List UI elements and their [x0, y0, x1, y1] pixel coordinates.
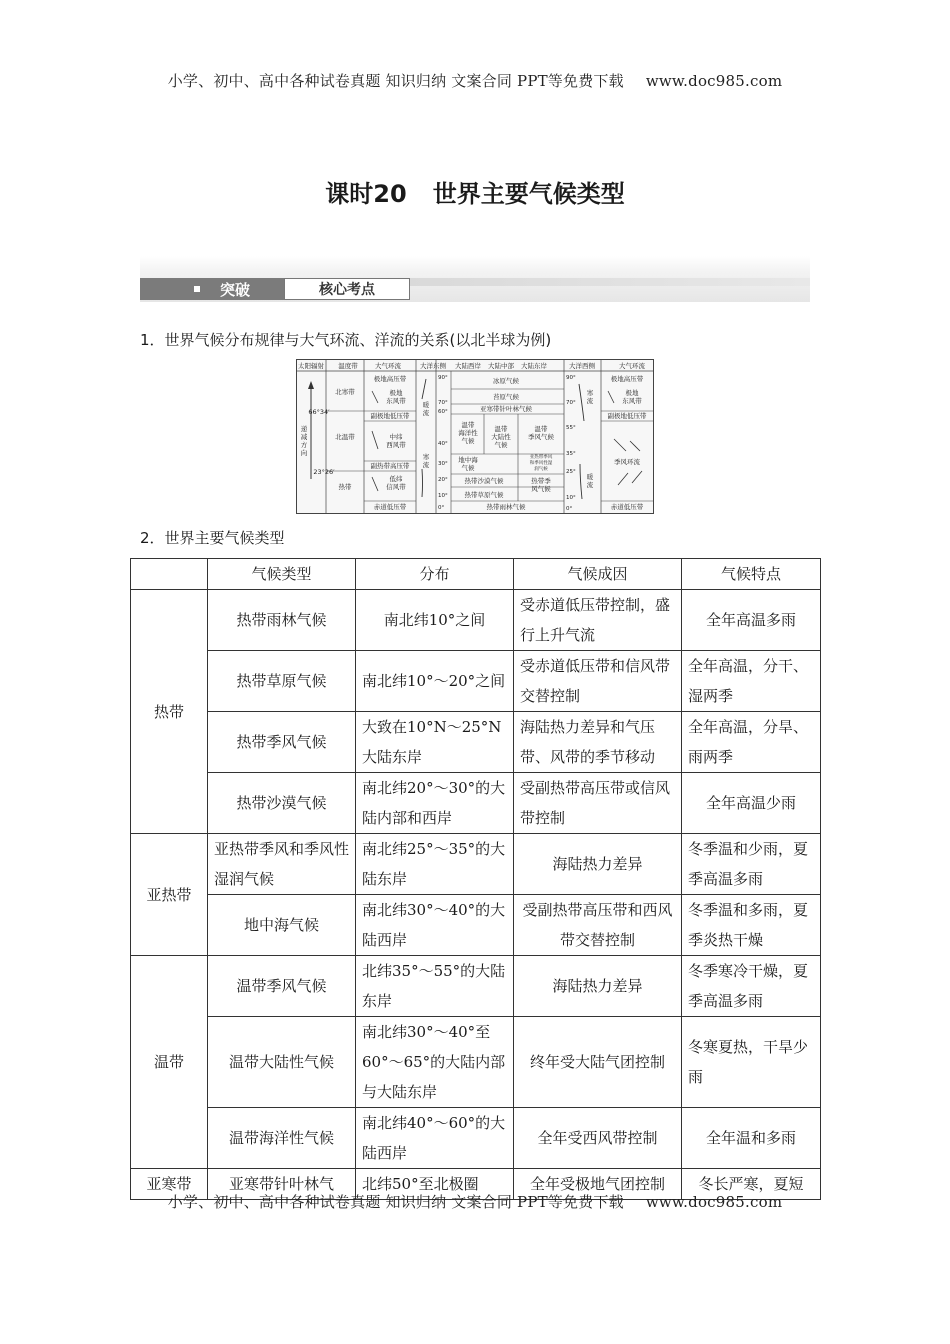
- svg-text:60°: 60°: [438, 409, 448, 415]
- svg-text:35°: 35°: [566, 451, 576, 457]
- svg-text:苔原气候: 苔原气候: [493, 393, 519, 401]
- distribution-cell: 南北纬20°～30°的大陆内部和西岸: [356, 773, 514, 834]
- svg-text:向: 向: [300, 449, 308, 457]
- table-row: [131, 895, 821, 956]
- diagram-header: 太阳辐射: [298, 362, 324, 370]
- banner-tab-label: 突破: [220, 280, 251, 299]
- svg-text:10°: 10°: [566, 495, 576, 501]
- section2-heading: 2．世界主要气候类型: [140, 529, 285, 547]
- svg-text:热带沙漠气候: 热带沙漠气候: [464, 477, 504, 485]
- table-row: [131, 590, 821, 651]
- svg-text:30°: 30°: [438, 461, 448, 467]
- cause-cell: 海陆热力差异: [514, 956, 682, 1017]
- svg-text:温带: 温带: [494, 425, 508, 433]
- diagram-header: 大陆西岸: [455, 362, 481, 370]
- table-header-cell: 气候特点: [682, 559, 821, 590]
- climate-distribution-diagram: [296, 359, 654, 514]
- type-cell: 热带季风气候: [208, 712, 356, 773]
- square-bullet-icon: [194, 286, 200, 292]
- table-header-cell: 气候类型: [208, 559, 356, 590]
- distribution-cell: 大致在10°N～25°N大陆东岸: [356, 712, 514, 773]
- diagram-header: 大陆东岸: [521, 362, 547, 370]
- type-cell: 亚热带季风和季风性湿润气候: [208, 834, 356, 895]
- table-row: [131, 834, 821, 895]
- svg-text:西风带: 西风带: [386, 441, 406, 449]
- distribution-cell: 南北纬10°～20°之间: [356, 651, 514, 712]
- svg-text:气候: 气候: [461, 437, 475, 445]
- zone-label: 北寒带: [335, 388, 355, 396]
- svg-text:寒: 寒: [586, 389, 594, 397]
- svg-text:信风带: 信风带: [386, 483, 406, 491]
- distribution-cell: 南北纬10°之间: [356, 590, 514, 651]
- svg-text:90°: 90°: [438, 375, 448, 381]
- zone-cell: 热带: [131, 590, 208, 834]
- svg-text:流: 流: [586, 397, 594, 405]
- svg-text:赤道低压带: 赤道低压带: [373, 503, 407, 511]
- page-title: [0, 174, 950, 209]
- svg-text:气候: 气候: [494, 441, 508, 449]
- distribution-cell: 南北纬30°～40°的大陆西岸: [356, 895, 514, 956]
- svg-text:暖: 暖: [586, 473, 594, 481]
- footer-site-link[interactable]: www.doc985.com: [645, 1193, 783, 1211]
- diagram-header: 大洋西侧: [569, 362, 595, 370]
- diagram-header: 温度带: [338, 362, 358, 370]
- table-header-row: [131, 559, 821, 590]
- table-row: [131, 956, 821, 1017]
- cause-cell: 受副热带高压带和西风带交替控制: [514, 895, 682, 956]
- table-header-cell: [131, 559, 208, 590]
- svg-text:0°: 0°: [438, 505, 445, 511]
- type-cell: 亚寒带针叶林气: [208, 1169, 356, 1200]
- svg-text:极地: 极地: [389, 389, 403, 397]
- lesson-number: 课时20: [325, 180, 407, 208]
- distribution-cell: 南北纬30°～40°至60°～65°的大陆内部与大陆东岸: [356, 1017, 514, 1108]
- type-cell: 温带海洋性气候: [208, 1108, 356, 1169]
- table-row: [131, 773, 821, 834]
- header-text: 小学、初中、高中各种试卷真题 知识归纳 文案合同 PPT等免费下载: [167, 72, 624, 90]
- feature-cell: 全年温和多雨: [682, 1108, 821, 1169]
- feature-cell: 全年高温，分干、湿两季: [682, 651, 821, 712]
- svg-text:和季风性湿: 和季风性湿: [529, 461, 553, 466]
- type-cell: 温带季风气候: [208, 956, 356, 1017]
- svg-text:季风环流: 季风环流: [614, 458, 640, 466]
- page-header: [0, 70, 950, 91]
- svg-text:寒: 寒: [422, 453, 430, 461]
- cause-cell: 海陆热力差异和气压带、风带的季节移动: [514, 712, 682, 773]
- lesson-topic: 世界主要气候类型: [432, 180, 625, 208]
- svg-text:流: 流: [422, 409, 430, 417]
- cause-cell: 终年受大陆气团控制: [514, 1017, 682, 1108]
- cause-cell: 受副热带高压带或信风带控制: [514, 773, 682, 834]
- svg-text:55°: 55°: [566, 425, 576, 431]
- distribution-cell: 北纬50°至北极圈: [356, 1169, 514, 1200]
- table-row: [131, 712, 821, 773]
- svg-text:极地高压带: 极地高压带: [373, 375, 407, 383]
- svg-text:减: 减: [300, 433, 308, 441]
- cause-cell: 受赤道低压带和信风带交替控制: [514, 651, 682, 712]
- feature-cell: 全年高温多雨: [682, 590, 821, 651]
- feature-cell: 冬季温和少雨，夏季高温多雨: [682, 834, 821, 895]
- footer-text: 小学、初中、高中各种试卷真题 知识归纳 文案合同 PPT等免费下载: [167, 1193, 624, 1211]
- svg-text:中纬: 中纬: [389, 433, 403, 441]
- zone-cell: 亚寒带: [131, 1169, 208, 1200]
- svg-text:东风带: 东风带: [622, 397, 642, 405]
- cause-cell: 受赤道低压带控制，盛行上升气流: [514, 590, 682, 651]
- climate-types-table: [130, 558, 821, 1200]
- svg-text:0°: 0°: [566, 506, 573, 512]
- svg-text:风气候: 风气候: [531, 485, 551, 493]
- svg-text:暖: 暖: [422, 401, 430, 409]
- table-row: [131, 651, 821, 712]
- svg-text:70°: 70°: [566, 400, 576, 406]
- svg-text:流: 流: [422, 461, 430, 469]
- table-header-cell: 分布: [356, 559, 514, 590]
- distribution-cell: 南北纬40°～60°的大陆西岸: [356, 1108, 514, 1169]
- svg-text:亚寒带针叶林气候: 亚寒带针叶林气候: [480, 405, 532, 413]
- svg-text:亚热带季风: 亚热带季风: [529, 455, 553, 460]
- distribution-cell: 北纬35°～55°的大陆东岸: [356, 956, 514, 1017]
- banner-label: 核心考点: [284, 278, 410, 300]
- type-cell: 地中海气候: [208, 895, 356, 956]
- zone-cell: 亚热带: [131, 834, 208, 956]
- latitude-label: 66°34′: [308, 408, 330, 416]
- section1-heading: 1．世界气候分布规律与大气环流、洋流的关系(以北半球为例): [140, 331, 552, 349]
- svg-text:极地: 极地: [625, 389, 639, 397]
- table-row: [131, 1017, 821, 1108]
- banner-tab: [140, 278, 284, 300]
- feature-cell: 全年高温少雨: [682, 773, 821, 834]
- svg-text:40°: 40°: [438, 441, 448, 447]
- svg-text:递: 递: [300, 425, 308, 433]
- svg-text:赤道低压带: 赤道低压带: [610, 503, 644, 511]
- section-banner: [140, 256, 810, 302]
- svg-text:20°: 20°: [438, 477, 448, 483]
- svg-text:温带: 温带: [461, 421, 475, 429]
- feature-cell: 冬长严寒，夏短: [682, 1169, 821, 1200]
- svg-text:热带雨林气候: 热带雨林气候: [486, 503, 526, 511]
- svg-text:副极地低压带: 副极地低压带: [607, 412, 647, 420]
- svg-text:副极地低压带: 副极地低压带: [370, 412, 410, 420]
- page-footer: [0, 1191, 950, 1212]
- cause-cell: 全年受极地气团控制: [514, 1169, 682, 1200]
- svg-text:地中海: 地中海: [458, 456, 478, 464]
- cause-cell: 海陆热力差异: [514, 834, 682, 895]
- type-cell: 热带草原气候: [208, 651, 356, 712]
- zone-label: 热带: [338, 483, 352, 491]
- type-cell: 热带雨林气候: [208, 590, 356, 651]
- svg-text:海洋性: 海洋性: [458, 429, 478, 437]
- svg-text:东风带: 东风带: [386, 397, 406, 405]
- svg-text:低纬: 低纬: [389, 475, 403, 483]
- svg-text:季风气候: 季风气候: [528, 433, 554, 441]
- svg-text:流: 流: [586, 481, 594, 489]
- svg-text:润气候: 润气候: [534, 467, 548, 472]
- svg-text:温带: 温带: [534, 425, 548, 433]
- diagram-header: 大气环流: [375, 362, 401, 370]
- svg-text:70°: 70°: [438, 400, 448, 406]
- table-row: [131, 1108, 821, 1169]
- svg-text:气候: 气候: [461, 464, 475, 472]
- type-cell: 温带大陆性气候: [208, 1017, 356, 1108]
- svg-text:10°: 10°: [438, 493, 448, 499]
- svg-text:25°: 25°: [566, 469, 576, 475]
- svg-text:冰原气候: 冰原气候: [493, 377, 519, 385]
- svg-text:90°: 90°: [566, 375, 576, 381]
- distribution-cell: 南北纬25°～35°的大陆东岸: [356, 834, 514, 895]
- svg-text:热带草原气候: 热带草原气候: [464, 491, 504, 499]
- svg-text:大陆性: 大陆性: [491, 433, 511, 441]
- feature-cell: 全年高温，分旱、雨两季: [682, 712, 821, 773]
- feature-cell: 冬季寒冷干燥，夏季高温多雨: [682, 956, 821, 1017]
- diagram-header: 大陆中部: [488, 362, 514, 370]
- table-header-cell: 气候成因: [514, 559, 682, 590]
- feature-cell: 冬寒夏热，干旱少雨: [682, 1017, 821, 1108]
- feature-cell: 冬季温和多雨，夏季炎热干燥: [682, 895, 821, 956]
- zone-cell: 温带: [131, 956, 208, 1169]
- cause-cell: 全年受西风带控制: [514, 1108, 682, 1169]
- type-cell: 热带沙漠气候: [208, 773, 356, 834]
- diagram-header: 大气环流: [619, 362, 645, 370]
- svg-text:极地高压带: 极地高压带: [610, 375, 644, 383]
- header-site-link[interactable]: www.doc985.com: [645, 72, 783, 90]
- svg-text:副热带高压带: 副热带高压带: [370, 462, 410, 470]
- svg-text:方: 方: [300, 441, 308, 449]
- latitude-label: 23°26′: [313, 468, 335, 476]
- diagram-header: 大洋东侧: [420, 362, 446, 370]
- svg-text:热带季: 热带季: [531, 477, 551, 485]
- zone-label: 北温带: [335, 433, 355, 441]
